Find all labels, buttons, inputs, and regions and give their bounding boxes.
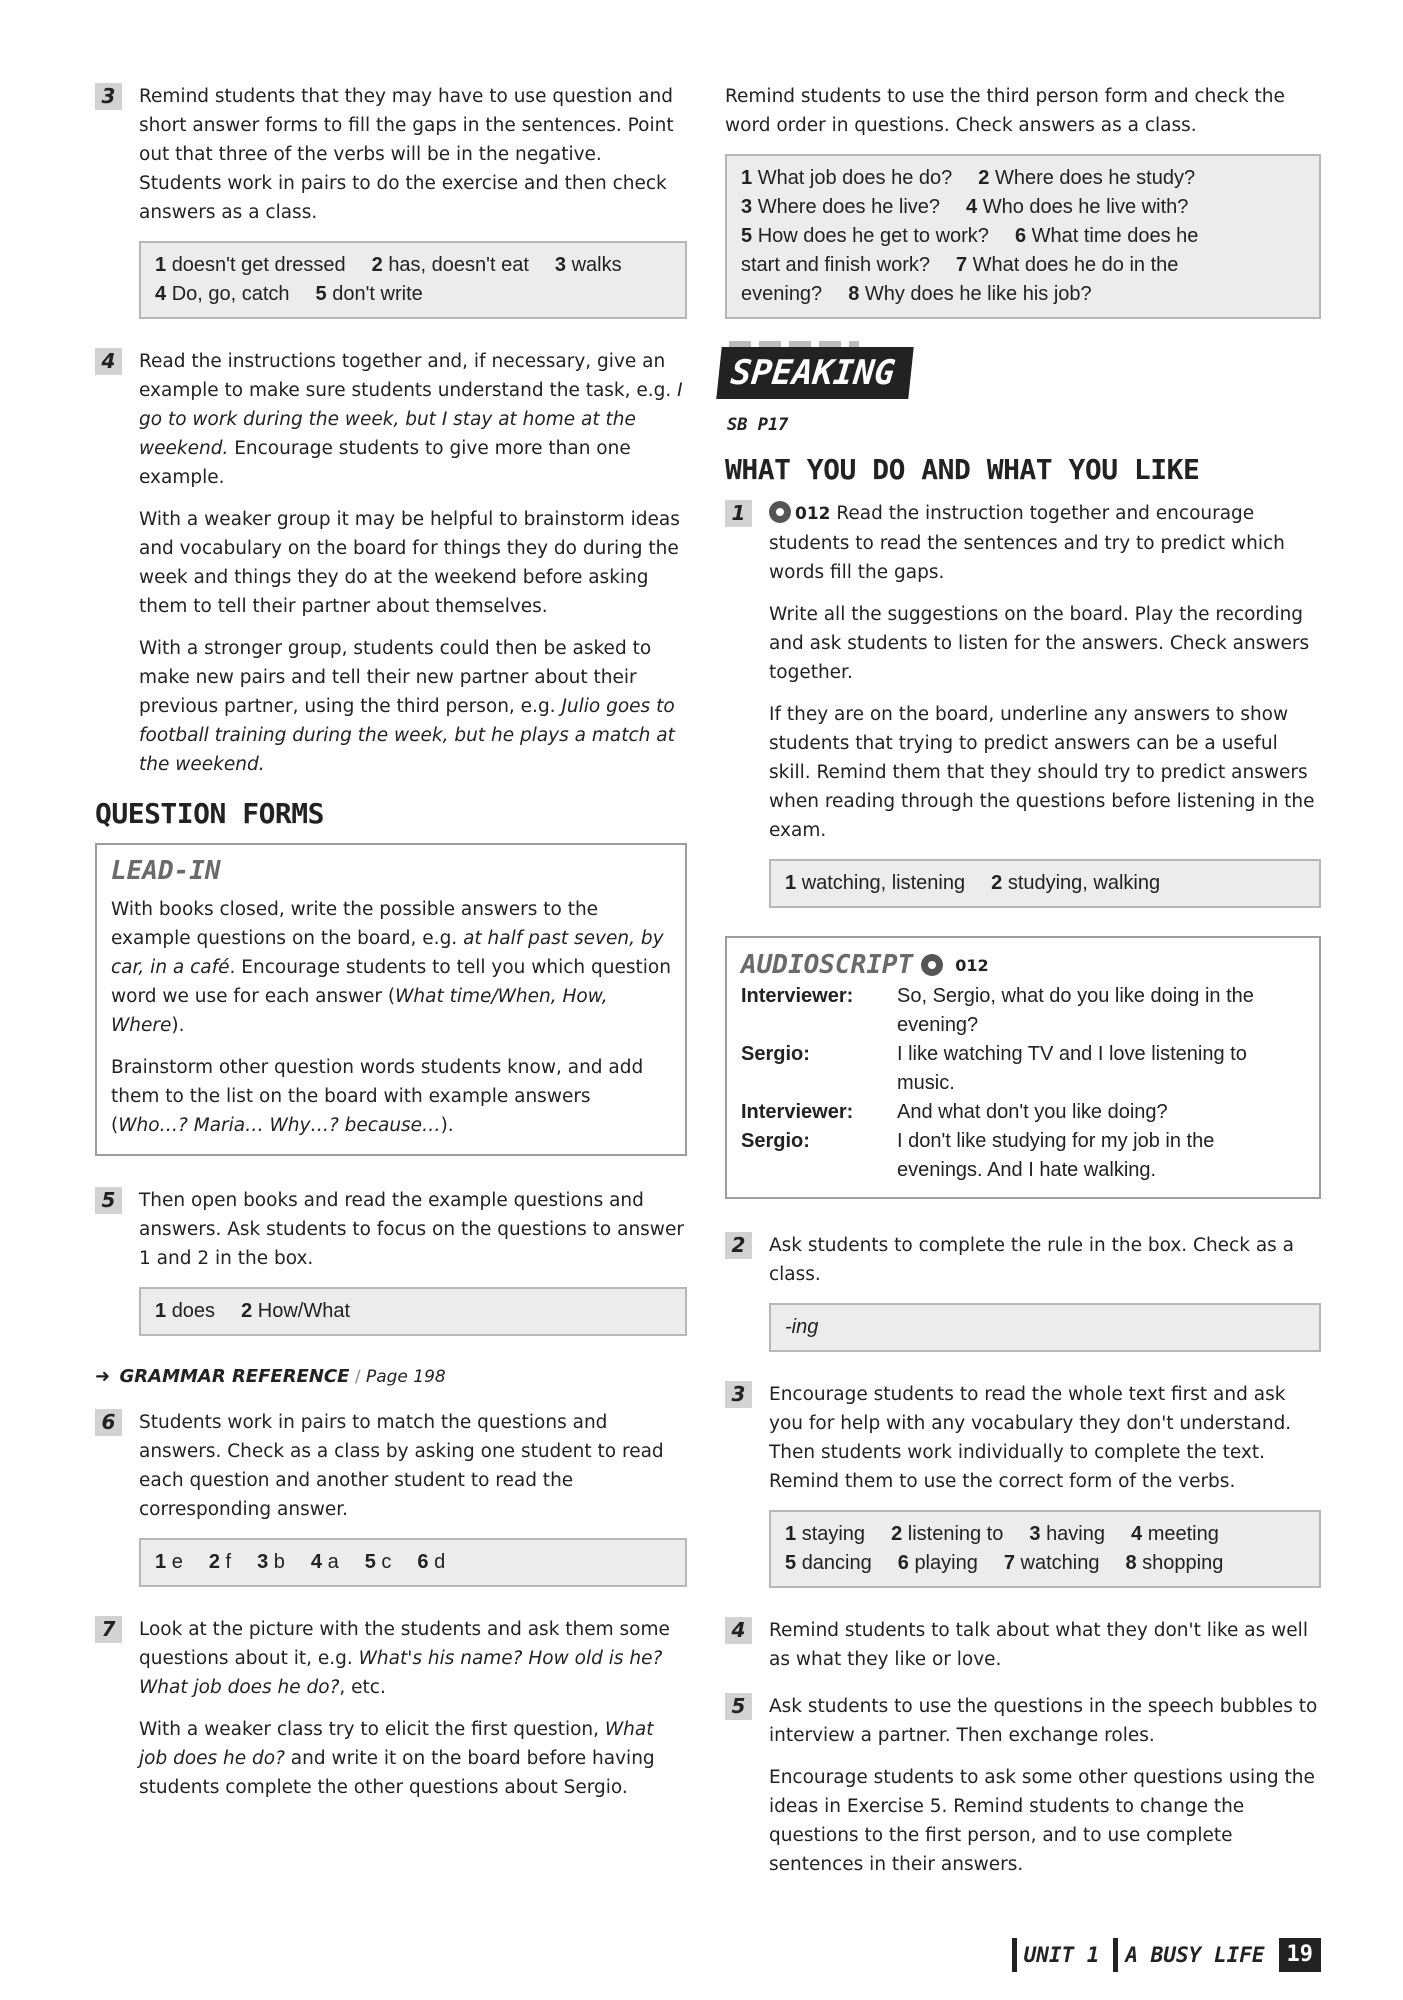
answer-text: shopping xyxy=(1142,1552,1224,1574)
answer-box xyxy=(769,859,1321,908)
exercise-text xyxy=(769,499,1321,587)
separator: / xyxy=(354,1367,361,1387)
answer-number: 3 xyxy=(257,1551,269,1573)
answer-number: 5 xyxy=(315,283,327,305)
example-italic: What time/When, How, Where xyxy=(111,986,608,1036)
exercise-5 xyxy=(95,1186,687,1336)
answer-number: 2 xyxy=(208,1551,220,1573)
answer-item xyxy=(155,254,346,276)
answer-box xyxy=(139,1538,687,1587)
answer-number: 3 xyxy=(554,254,567,276)
answer-text: Who does he live with? xyxy=(982,196,1189,218)
answer-text: Where does he study? xyxy=(994,167,1196,189)
answer-number: 4 xyxy=(155,283,167,305)
answer-row xyxy=(785,1549,1305,1578)
answer-item xyxy=(956,254,1178,276)
exercise-text: Students work in pairs to match the questions and answers. Check as a class by asking one student to read each question and another student to read the corresponding answer. xyxy=(139,1412,664,1520)
answer-item xyxy=(741,225,989,247)
text-run: Read the instructions together and, if necessary, give an example to make sure students understand the task, e.g. xyxy=(139,351,678,401)
answer-item xyxy=(785,1552,872,1574)
page-footer xyxy=(1012,1938,1321,1972)
answer-row xyxy=(785,1520,1305,1549)
audioscript-title: AUDIOSCRIPT xyxy=(741,950,914,980)
answer-item xyxy=(991,872,1160,894)
answer-text: b xyxy=(273,1551,285,1573)
answer-number: 1 xyxy=(785,872,797,894)
text-run: Read the instruction together and encourage students to read the sentences and try to predict which words fill the gaps. xyxy=(769,503,1285,583)
text-run: Encourage students to give more than one example. xyxy=(139,438,631,488)
answer-item xyxy=(316,283,423,305)
lead-in-box xyxy=(95,843,687,1156)
answer-item xyxy=(241,1300,350,1322)
answer-item xyxy=(966,196,1188,218)
example-italic: Who…? Maria… Why…? because… xyxy=(118,1115,441,1136)
left-column xyxy=(95,82,687,1820)
speaker-name: Sergio: xyxy=(741,1130,810,1152)
exercise-text xyxy=(139,1615,687,1702)
grammar-reference-page: Page 198 xyxy=(365,1367,446,1387)
exercise-7 xyxy=(95,1615,687,1802)
answer-box xyxy=(769,1510,1321,1588)
speaker-name: Interviewer: xyxy=(741,1101,854,1123)
answer-number: 1 xyxy=(741,167,753,189)
exercise-number: 4 xyxy=(95,348,122,375)
track-number: 012 xyxy=(795,504,831,524)
answer-row xyxy=(741,280,1305,309)
exercise-text: Remind students to talk about what they don't like as well as what they like or love. xyxy=(769,1620,1308,1670)
track-number: 012 xyxy=(955,955,989,975)
exercise-3 xyxy=(95,82,687,319)
answer-item xyxy=(1125,1552,1223,1574)
answer-item xyxy=(417,1551,445,1573)
answer-text: listening to xyxy=(907,1523,1004,1545)
answer-number: 6 xyxy=(1014,225,1027,247)
answer-number: 4 xyxy=(966,196,978,218)
answer-text: Do, go, catch xyxy=(171,283,290,305)
answer-box xyxy=(139,1287,687,1336)
exercise-number: 7 xyxy=(95,1616,122,1643)
answer-number: 1 xyxy=(785,1523,797,1545)
utterance: I don't like studying for my job in the evenings. And I hate walking. xyxy=(897,1130,1215,1181)
text-run: With books closed, write the possible answers to the example questions on the board, e.g. xyxy=(111,899,599,949)
text-run: ). xyxy=(171,1015,185,1036)
answer-text: meeting xyxy=(1147,1523,1219,1545)
answer-item xyxy=(785,872,965,894)
answer-row xyxy=(741,222,1305,251)
answer-item xyxy=(155,1551,183,1573)
exercise-2 xyxy=(725,1231,1321,1352)
answer-text: having xyxy=(1046,1523,1105,1545)
grammar-reference-link[interactable] xyxy=(95,1364,687,1390)
answer-number: 1 xyxy=(155,254,167,276)
exercise-5 xyxy=(725,1692,1321,1879)
answer-item xyxy=(741,283,822,305)
exercise-4 xyxy=(95,347,687,779)
answer-number: 7 xyxy=(1003,1552,1015,1574)
answer-item xyxy=(372,254,529,276)
example-italic: Julio goes to football training during the week, but he plays a match at the weekend. xyxy=(139,696,675,775)
text-run: . Encourage students to tell you which question word we use for each answer ( xyxy=(111,957,671,1007)
text-run: Brainstorm other question words students know, and add them to the list on the board with example answers ( xyxy=(111,1057,644,1136)
exercise-number: 3 xyxy=(725,1381,752,1408)
answer-number: 2 xyxy=(991,872,1003,894)
exercise-6 xyxy=(95,1408,687,1587)
answer-row xyxy=(741,251,1305,280)
answer-text: Where does he live? xyxy=(757,196,941,218)
answer-item xyxy=(785,1523,865,1545)
speaker-name: Sergio: xyxy=(741,1043,810,1065)
answer-text: staying xyxy=(801,1523,866,1545)
grammar-reference-label: GRAMMAR REFERENCE xyxy=(119,1366,350,1387)
answer-number: 7 xyxy=(955,254,968,276)
answer-text: studying, walking xyxy=(1007,872,1161,894)
section-heading: QUESTION FORMS xyxy=(95,797,325,830)
answer-text: watching xyxy=(1020,1552,1100,1574)
answer-text: evening? xyxy=(741,283,823,305)
answer-box xyxy=(725,154,1321,319)
script-line xyxy=(741,1040,1305,1098)
answer-item xyxy=(1015,225,1198,247)
audioscript-lines xyxy=(741,982,1305,1185)
student-book-reference: SB P17 xyxy=(727,415,789,435)
answer-text: don't write xyxy=(332,283,423,305)
answer-text: walks xyxy=(571,254,622,276)
answer-item xyxy=(741,254,930,276)
answer-number: 2 xyxy=(891,1523,903,1545)
section-heading: WHAT YOU DO AND WHAT YOU LIKE xyxy=(725,453,1200,486)
exercise-4 xyxy=(725,1616,1321,1674)
text-run: With a weaker class try to elicit the first question, xyxy=(139,1719,605,1740)
answer-item xyxy=(1004,1552,1100,1574)
lead-in-text xyxy=(111,1053,671,1140)
text-run: and write it on the board before having students complete the other questions about Sergio. xyxy=(139,1748,655,1798)
answer-text: What time does he xyxy=(1031,225,1199,247)
answer-number: 6 xyxy=(417,1551,429,1573)
arrow-right-icon: ➜ xyxy=(95,1366,111,1387)
answer-number: 5 xyxy=(364,1551,376,1573)
exercise-number: 2 xyxy=(725,1232,752,1259)
exercise-text: With a weaker group it may be helpful to brainstorm ideas and vocabulary on the board for things they do during the week and things they do at the weekend before asking them to tell their partner about themselves. xyxy=(139,509,680,617)
audioscript-box xyxy=(725,936,1321,1199)
exercise-text: Then open books and read the example questions and answers. Ask students to focus on the questions to answer 1 and 2 in the box. xyxy=(139,1190,684,1269)
answer-item xyxy=(891,1523,1003,1545)
answer-number: 2 xyxy=(978,167,990,189)
speaking-label: SPEAKING xyxy=(716,347,913,399)
answer-text: start and finish work? xyxy=(741,254,930,276)
answer-number: 8 xyxy=(848,283,860,305)
script-line xyxy=(741,1098,1305,1127)
answer-item xyxy=(209,1551,231,1573)
script-line xyxy=(741,1127,1305,1185)
exercise-number: 1 xyxy=(725,500,752,527)
answer-text: How/What xyxy=(257,1300,350,1322)
answer-text: dancing xyxy=(801,1552,872,1574)
answer-number: 2 xyxy=(371,254,383,276)
exercise-number: 3 xyxy=(95,83,122,110)
answer-text: e xyxy=(171,1551,183,1573)
exercise-text: Ask students to complete the rule in the box. Check as a class. xyxy=(769,1235,1295,1285)
answer-item xyxy=(155,1300,215,1322)
unit-label: UNIT 1 xyxy=(1012,1938,1100,1972)
answer-row xyxy=(785,869,1305,898)
exercise-3 xyxy=(725,1380,1321,1588)
text-run: ). xyxy=(440,1115,454,1136)
answer-text: Why does he like his job? xyxy=(864,283,1092,305)
lead-in-title: LEAD-IN xyxy=(111,856,221,886)
answer-row xyxy=(155,251,671,280)
answer-text: What job does he do? xyxy=(757,167,953,189)
answer-item xyxy=(311,1551,339,1573)
exercise-text: Ask students to use the questions in the speech bubbles to interview a partner. Then exchange roles. xyxy=(769,1696,1318,1746)
answer-number: 5 xyxy=(741,225,753,247)
answer-item xyxy=(1029,1523,1105,1545)
answer-text: playing xyxy=(914,1552,978,1574)
answer-number: 3 xyxy=(1029,1523,1041,1545)
answer-number: 2 xyxy=(241,1300,253,1322)
exercise-text: Encourage students to ask some other questions using the ideas in Exercise 5. Remind students to change the questions to the first person, and to use complete sentences in their answers. xyxy=(769,1767,1315,1875)
answer-number: 1 xyxy=(155,1551,167,1573)
answer-item xyxy=(898,1552,978,1574)
answer-item xyxy=(741,196,940,218)
answer-box: -ing xyxy=(769,1303,1321,1352)
answer-item xyxy=(978,167,1195,189)
answer-text: does xyxy=(171,1300,216,1322)
answer-row xyxy=(155,280,671,309)
exercise-text: If they are on the board, underline any answers to show students that trying to predict answers can be a useful skill. Remind them that they should try to predict answers when reading through the questions before listening in the exam. xyxy=(769,704,1315,841)
utterance: So, Sergio, what do you like doing in the evening? xyxy=(897,985,1254,1036)
answer-item xyxy=(365,1551,392,1573)
audio-cd-icon xyxy=(769,501,791,523)
utterance: I like watching TV and I love listening to music. xyxy=(897,1043,1247,1094)
audio-cd-icon xyxy=(921,954,943,976)
answer-number: 4 xyxy=(1131,1523,1143,1545)
answer-item xyxy=(741,167,952,189)
answer-number: 5 xyxy=(785,1552,797,1574)
intro-text: Remind students to use the third person form and check the word order in questions. Check answers as a class. xyxy=(725,86,1285,136)
answer-text: f xyxy=(225,1551,232,1573)
exercise-text: Write all the suggestions on the board. Play the recording and ask students to listen for the answers. Check answers together. xyxy=(769,604,1310,683)
example-italic: I go to work during the week, but I stay at home at the weekend. xyxy=(139,380,683,459)
answer-text: d xyxy=(434,1551,446,1573)
answer-text: What does he do in the xyxy=(972,254,1179,276)
answer-item xyxy=(257,1551,285,1573)
answer-text: doesn't get dressed xyxy=(171,254,346,276)
example-italic: at half past seven, by car, in a café xyxy=(111,928,664,978)
page-number: 19 xyxy=(1279,1938,1322,1972)
exercise-text xyxy=(139,347,687,492)
exercise-number: 5 xyxy=(95,1187,122,1214)
exercise-text xyxy=(139,1715,687,1802)
text-run: With a stronger group, students could then be asked to make new pairs and tell their new partner about their previous partner, using the third person, e.g. xyxy=(139,638,652,717)
exercise-number: 6 xyxy=(95,1409,122,1436)
answer-box xyxy=(139,241,687,319)
example-italic: What job does he do? xyxy=(139,1719,654,1769)
lead-in-text xyxy=(111,895,671,1040)
unit-title: A BUSY LIFE xyxy=(1113,1938,1264,1972)
answer-number: 6 xyxy=(897,1552,909,1574)
answer-number: 1 xyxy=(155,1300,167,1322)
speaking-banner xyxy=(719,347,1321,415)
answer-text: has, doesn't eat xyxy=(388,254,529,276)
audioscript-header xyxy=(741,948,1305,982)
answer-row xyxy=(155,1548,671,1577)
exercise-number: 4 xyxy=(725,1617,752,1644)
text-run: , etc. xyxy=(339,1677,386,1698)
right-column xyxy=(725,82,1321,1897)
text-run: Look at the picture with the students and ask them some questions about it, e.g. xyxy=(139,1619,670,1669)
exercise-text: Remind students that they may have to use question and short answer forms to fill the gaps in the sentences. Point out that three of the verbs will be in the negative. Students work in pairs to do the exercise and then check answers as a class. xyxy=(139,86,674,223)
speaker-name: Interviewer: xyxy=(741,985,854,1007)
answer-number: 4 xyxy=(310,1551,322,1573)
answer-row xyxy=(155,1297,671,1326)
exercise-text xyxy=(139,634,687,779)
answer-text: c xyxy=(381,1551,392,1573)
answer-row xyxy=(741,164,1305,193)
exercise-text: Encourage students to read the whole text first and ask you for help with any vocabulary they don't understand. Then students work individually to complete the text. Remind them to use the correct form of the verbs. xyxy=(769,1384,1292,1492)
answer-item xyxy=(1131,1523,1219,1545)
answer-text: watching, listening xyxy=(801,872,966,894)
answer-text: How does he get to work? xyxy=(757,225,989,247)
script-line xyxy=(741,982,1305,1040)
answer-item xyxy=(155,283,290,305)
answer-text: a xyxy=(327,1551,339,1573)
utterance: And what don't you like doing? xyxy=(897,1101,1168,1123)
answer-item xyxy=(848,283,1091,305)
exercise-number: 5 xyxy=(725,1693,752,1720)
answer-row xyxy=(741,193,1305,222)
answer-item xyxy=(555,254,622,276)
answer-number: 3 xyxy=(741,196,753,218)
example-italic: What's his name? How old is he? What job does he do? xyxy=(139,1648,663,1698)
answer-number: 8 xyxy=(1125,1552,1137,1574)
exercise-1 xyxy=(725,499,1321,908)
